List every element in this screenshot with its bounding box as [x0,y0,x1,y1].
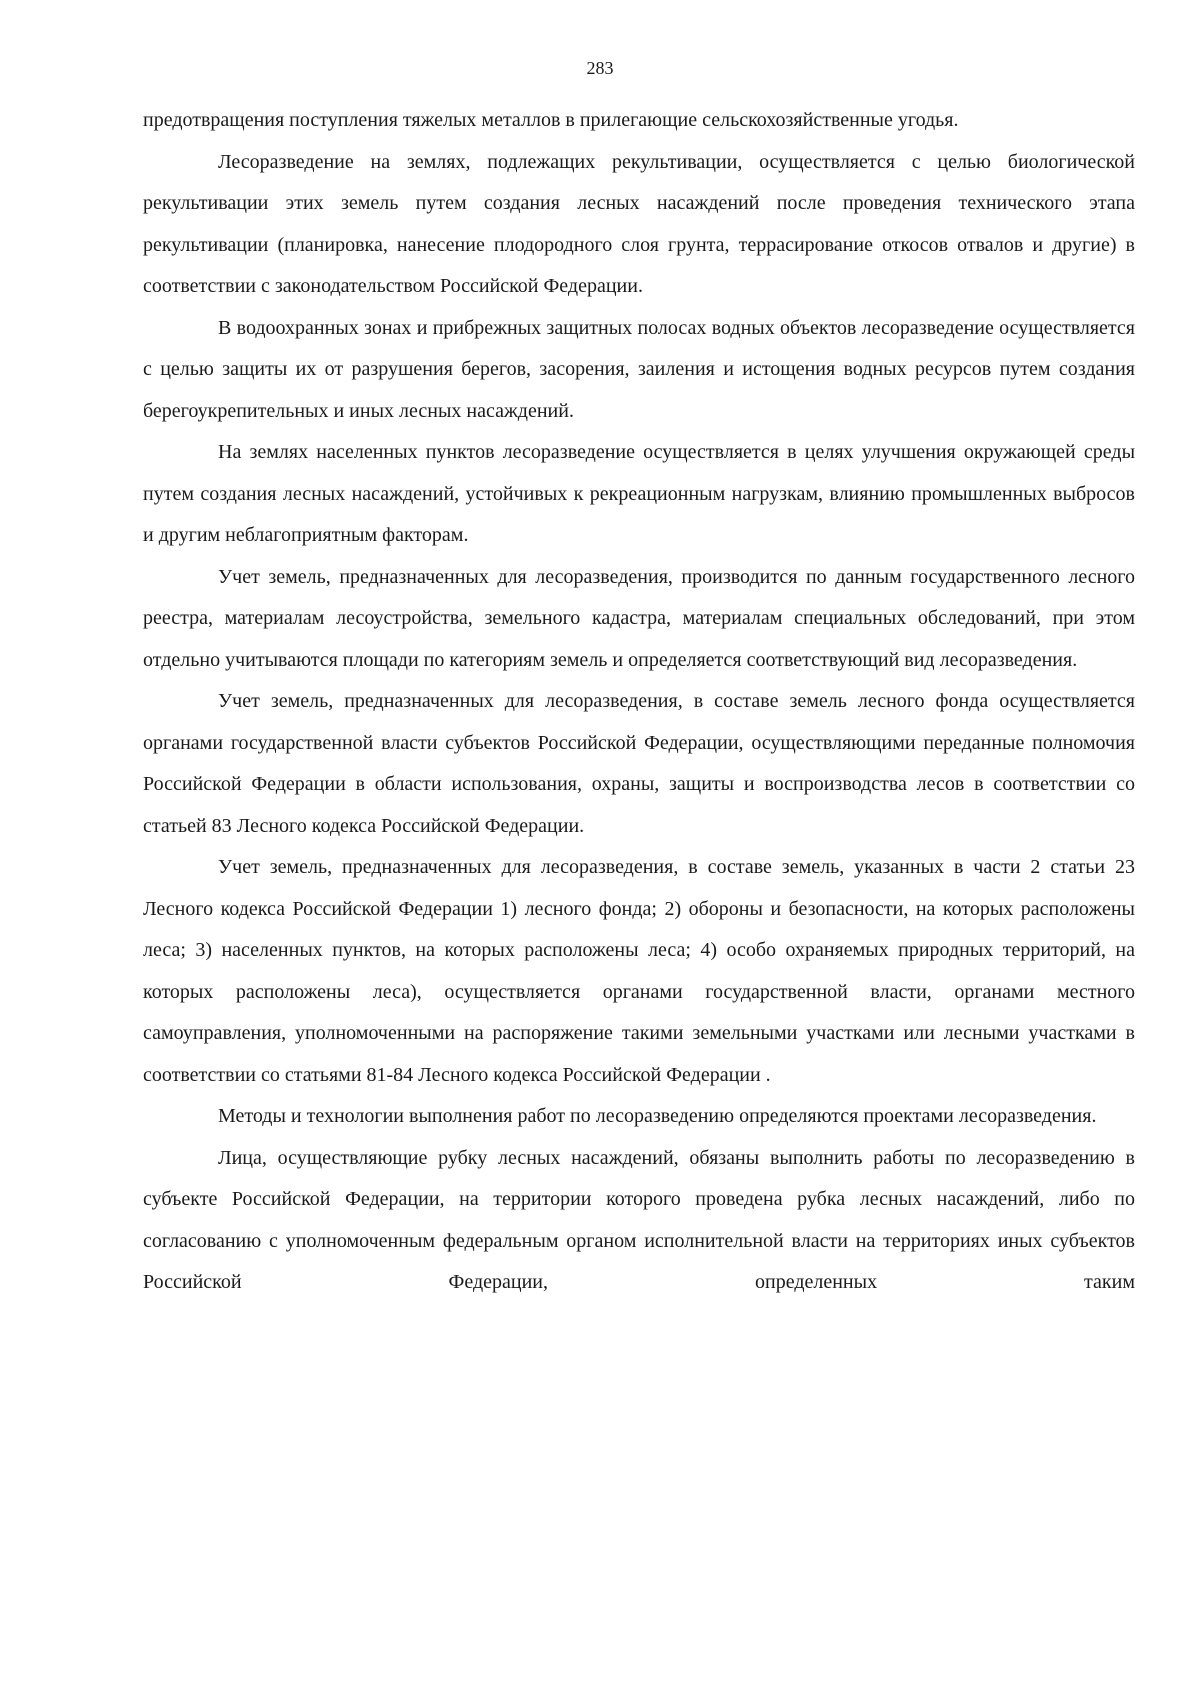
paragraph-7: Учет земель, предназначенных для лесоразведения, в составе земель, указанных в части 2 статьи 23 Лесного кодекса Российской Федерации 1) лесного фонда; 2) обороны и безопасности, на которых расположены леса; 3) населенных пунктов, на которых расположены леса; 4) особо охраняемых природных территорий, на которых расположены леса), осуществляется органами государственной власти, органами местного самоуправления, уполномоченными на распоряжение такими земельными участками или лесными участками в соответствии со статьями 81-84 Лесного кодекса Российской Федерации . [143,856,1135,1086]
paragraph-4: На землях населенных пунктов лесоразведение осуществляется в целях улучшения окружающей среды путем создания лесных насаждений, устойчивых к рекреационным нагрузкам, влиянию промышленных выбросов и другим неблагоприятным факторам. [143,441,1135,546]
paragraph-2: Лесоразведение на землях, подлежащих рекультивации, осуществляется с целью биологической рекультивации этих земель путем создания лесных насаждений после проведения технического этапа рекультивации (планировка, нанесение плодородного слоя грунта, террасирование откосов отвалов и другие) в соответствии с законодательством Российской Федерации. [143,150,1135,297]
paragraph-1: предотвращения поступления тяжелых металлов в прилегающие сельскохозяйственные угодья. [143,109,959,131]
document-body [143,100,1135,1304]
paragraph-5: Учет земель, предназначенных для лесоразведения, производится по данным государственного лесного реестра, материалам лесоустройства, земельного кадастра, материалам специальных обследований, при этом отдельно учитываются площади по категориям земель и определяется соответствующий вид лесоразведения. [143,565,1135,671]
page-number: 283 [586,58,614,78]
paragraph-3: В водоохранных зонах и прибрежных защитных полосах водных объектов лесоразведение осуществляется с целью защиты их от разрушения берегов, засорения, заиления и истощения водных ресурсов путем создания берегоукрепительных и иных лесных насаждений. [143,316,1135,422]
paragraph-8: Методы и технологии выполнения работ по лесоразведению определяются проектами лесоразведения. [218,1105,1097,1127]
paragraph-9: Лица, осуществляющие рубку лесных насаждений, обязаны выполнить работы по лесоразведению в субъекте Российской Федерации, на территории которого проведена рубка лесных насаждений, либо по согласованию с уполномоченным федеральным органом исполнительной власти на территориях иных субъектов Российской Федерации, определенных таким [143,1146,1135,1293]
paragraph-6: Учет земель, предназначенных для лесоразведения, в составе земель лесного фонда осуществляется органами государственной власти субъектов Российской Федерации, осуществляющими переданные полномочия Российской Федерации в области использования, охраны, защиты и воспроизводства лесов в соответствии со статьей 83 Лесного кодекса Российской Федерации. [143,690,1135,837]
